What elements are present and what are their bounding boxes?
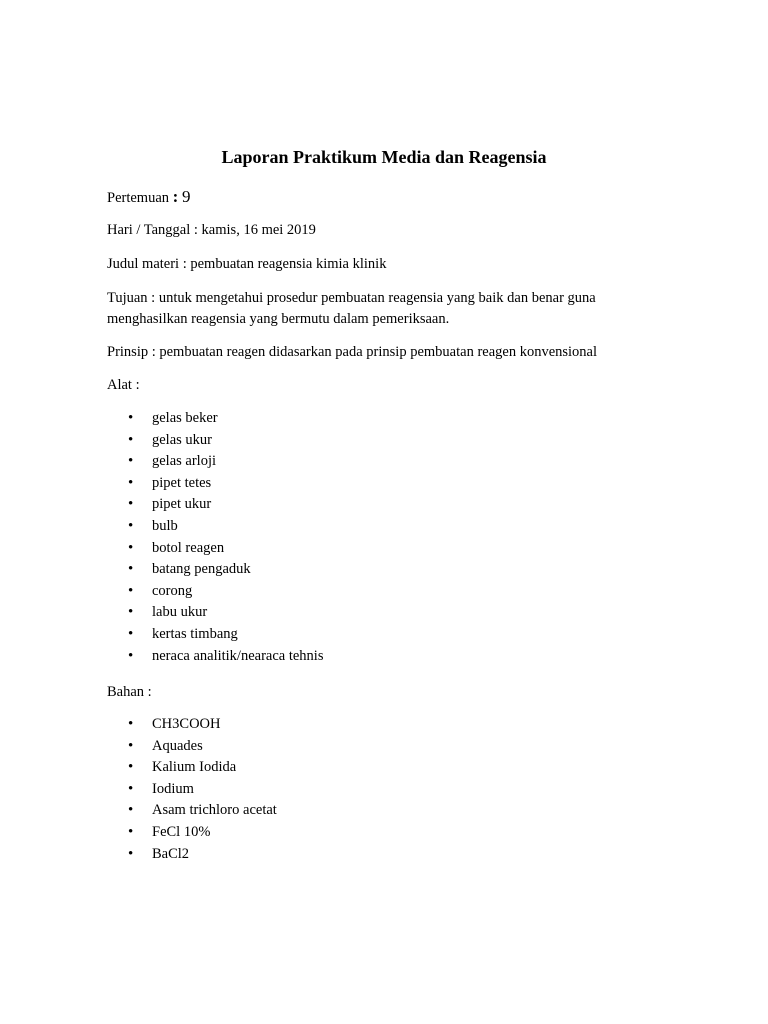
alat-list-item: • neraca analitik/nearaca tehnis xyxy=(107,646,323,668)
pertemuan-separator: : xyxy=(172,187,179,206)
bahan-list-item: • Asam trichloro acetat xyxy=(107,800,277,822)
tujuan-line-1: Tujuan : untuk mengetahui prosedur pembuatan reagensia yang baik dan benar guna xyxy=(107,290,596,306)
alat-list-item: • corong xyxy=(107,581,323,603)
pertemuan-line xyxy=(107,186,190,209)
bahan-list-item: • Iodium xyxy=(107,779,277,801)
alat-list-item: • bulb xyxy=(107,516,323,538)
bahan-list xyxy=(107,714,277,865)
prinsip-line: Prinsip : pembuatan reagen didasarkan pada prinsip pembuatan reagen konvensional xyxy=(107,344,598,360)
alat-list-item: • gelas arloji xyxy=(107,451,323,473)
bahan-list-item: • Aquades xyxy=(107,736,277,758)
bahan-list-item: • Kalium Iodida xyxy=(107,757,277,779)
alat-list-item: • batang pengaduk xyxy=(107,559,323,581)
bahan-list-item: • FeCl 10% xyxy=(107,822,277,844)
alat-list-item: • gelas ukur xyxy=(107,430,323,452)
hari-tanggal-line: Hari / Tanggal : kamis, 16 mei 2019 xyxy=(107,222,316,238)
bahan-heading: Bahan : xyxy=(107,684,152,700)
bahan-list-item: • CH3COOH xyxy=(107,714,277,736)
alat-list-item: • gelas beker xyxy=(107,408,323,430)
alat-list-item: • kertas timbang xyxy=(107,624,323,646)
alat-list xyxy=(107,408,323,667)
alat-list-item: • pipet ukur xyxy=(107,494,323,516)
alat-list-item: • labu ukur xyxy=(107,602,323,624)
pertemuan-label: Pertemuan xyxy=(107,190,170,206)
judul-materi-line: Judul materi : pembuatan reagensia kimia klinik xyxy=(107,256,387,272)
alat-heading: Alat : xyxy=(107,377,140,393)
pertemuan-value: 9 xyxy=(181,187,191,206)
bahan-list-item: • BaCl2 xyxy=(107,844,277,866)
document-title: Laporan Praktikum Media dan Reagensia xyxy=(221,147,547,167)
tujuan-line-2: menghasilkan reagensia yang bermutu dalam pemeriksaan. xyxy=(107,311,450,327)
alat-list-item: • pipet tetes xyxy=(107,473,323,495)
alat-list-item: • botol reagen xyxy=(107,538,323,560)
